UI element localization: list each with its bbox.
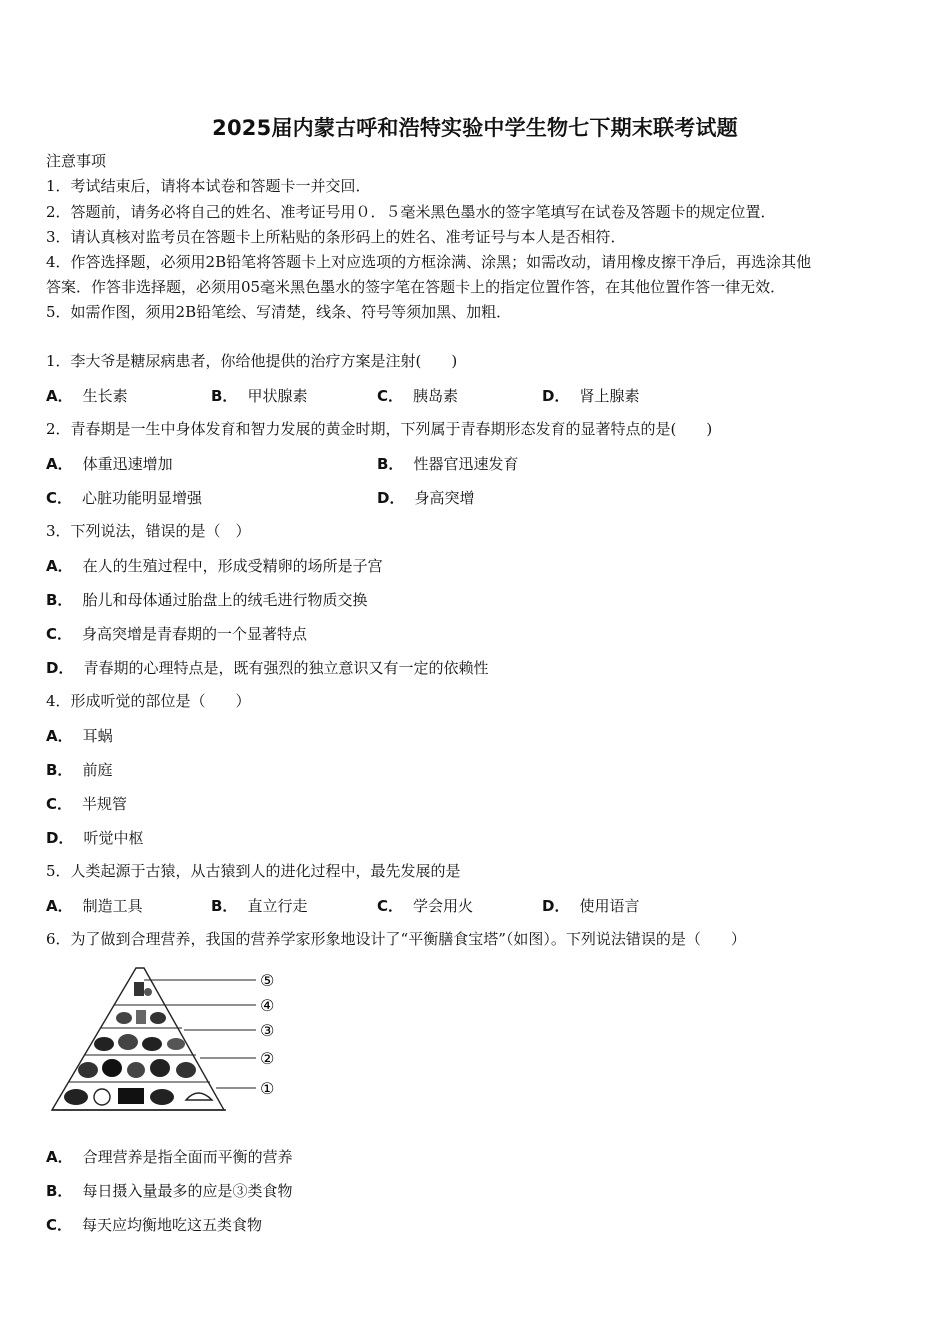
notice-item: 2．答题前，请务必将自己的姓名、准考证号用０．５毫米黑色墨水的签字笔填写在试卷及答题卡的规定位置． [46, 203, 776, 221]
poultry-icon [167, 1038, 185, 1050]
fish-icon [118, 1034, 138, 1050]
milk-icon [116, 1012, 132, 1024]
fruit-icon [150, 1059, 170, 1077]
option-a: A． 耳蜗 [46, 727, 113, 745]
notice-item: 1．考试结束后，请将本试卷和答题卡一并交回． [46, 177, 371, 195]
option-d: D． 使用语言 [542, 897, 640, 915]
notice-item: 答案．作答非选择题，必须用05毫米黑色墨水的签字笔在答题卡上的指定位置作答，在其他位置作答一律无效． [46, 278, 786, 296]
bread-icon [94, 1089, 110, 1105]
oil-bottle-icon [134, 982, 144, 996]
question-stem: 4．形成听觉的部位是（ ） [46, 692, 251, 710]
grain-icon [150, 1089, 174, 1105]
salt-icon [144, 988, 152, 996]
option-a: A． 制造工具 [46, 897, 143, 915]
vegetable-icon [78, 1062, 98, 1078]
figure-label-2: ② [260, 1049, 275, 1068]
question-stem: 6．为了做到合理营养，我国的营养学家形象地设计了“平衡膳食宝塔”（如图）。下列说法错误的是（ ） [46, 930, 746, 948]
option-c: C． 半规管 [46, 795, 128, 813]
option-b: B． 前庭 [46, 761, 113, 779]
fruit-icon [102, 1059, 122, 1077]
egg-icon [142, 1037, 162, 1051]
option-a: A． 在人的生殖过程中，形成受精卵的场所是子宫 [46, 557, 383, 575]
notice-heading: 注意事项 [46, 152, 107, 170]
option-d: D． 青春期的心理特点是，既有强烈的独立意识又有一定的依赖性 [46, 659, 489, 677]
vegetable-icon [176, 1062, 196, 1078]
notice-item: 3．请认真核对监考员在答题卡上所粘贴的条形码上的姓名、准考证号与本人是否相符． [46, 228, 626, 246]
option-c: C． 身高突增是青春期的一个显著特点 [46, 625, 308, 643]
question-stem: 5．人类起源于古猿，从古猿到人的进化过程中，最先发展的是 [46, 862, 461, 880]
option-c: C． 学会用火 [377, 897, 474, 915]
option-c: C． 心脏功能明显增强 [46, 489, 203, 507]
notice-item: 4．作答选择题，必须用2B铅笔将答题卡上对应选项的方框涂满、涂黑；如需改动，请用橡皮擦干净后，再选涂其他 [46, 253, 812, 271]
question-stem: 1．李大爷是糖尿病患者，你给他提供的治疗方案是注射( ) [46, 352, 458, 370]
question-stem: 2．青春期是一生中身体发育和智力发展的黄金时期，下列属于青春期形态发育的显著特点的是( ) [46, 420, 713, 438]
figure-label-4: ④ [260, 996, 275, 1015]
food-pyramid-figure [44, 960, 294, 1120]
meat-icon [94, 1037, 114, 1051]
page-title: 2025届内蒙古呼和浩特实验中学生物七下期末联考试题 [212, 116, 738, 140]
option-b: B． 每日摄入量最多的应是③类食物 [46, 1182, 293, 1200]
option-d: D． 身高突增 [377, 489, 475, 507]
question-stem: 3．下列说法，错误的是（ ） [46, 522, 251, 540]
option-d: D． 肾上腺素 [542, 387, 640, 405]
option-a: A． 合理营养是指全面而平衡的营养 [46, 1148, 293, 1166]
dairy-carton-icon [136, 1010, 146, 1024]
notice-item: 5．如需作图，须用2B铅笔绘、写清楚，线条、符号等须加黑、加粗． [46, 303, 512, 321]
option-b: B． 甲状腺素 [211, 387, 308, 405]
grain-icon [64, 1089, 88, 1105]
bean-icon [150, 1012, 166, 1024]
option-c: C． 每天应均衡地吃这五类食物 [46, 1216, 263, 1234]
figure-label-1: ① [260, 1079, 275, 1098]
option-b: B． 直立行走 [211, 897, 308, 915]
figure-label-5: ⑤ [260, 971, 275, 990]
option-d: D． 听觉中枢 [46, 829, 144, 847]
vegetable-icon [127, 1062, 145, 1078]
option-a: A． 体重迅速增加 [46, 455, 173, 473]
option-a: A． 生长素 [46, 387, 128, 405]
option-b: B． 性器官迅速发育 [377, 455, 519, 473]
figure-label-3: ③ [260, 1021, 275, 1040]
rice-icon [118, 1088, 144, 1104]
option-c: C． 胰岛素 [377, 387, 459, 405]
bowl-icon [186, 1093, 212, 1100]
option-b: B． 胎儿和母体通过胎盘上的绒毛进行物质交换 [46, 591, 368, 609]
